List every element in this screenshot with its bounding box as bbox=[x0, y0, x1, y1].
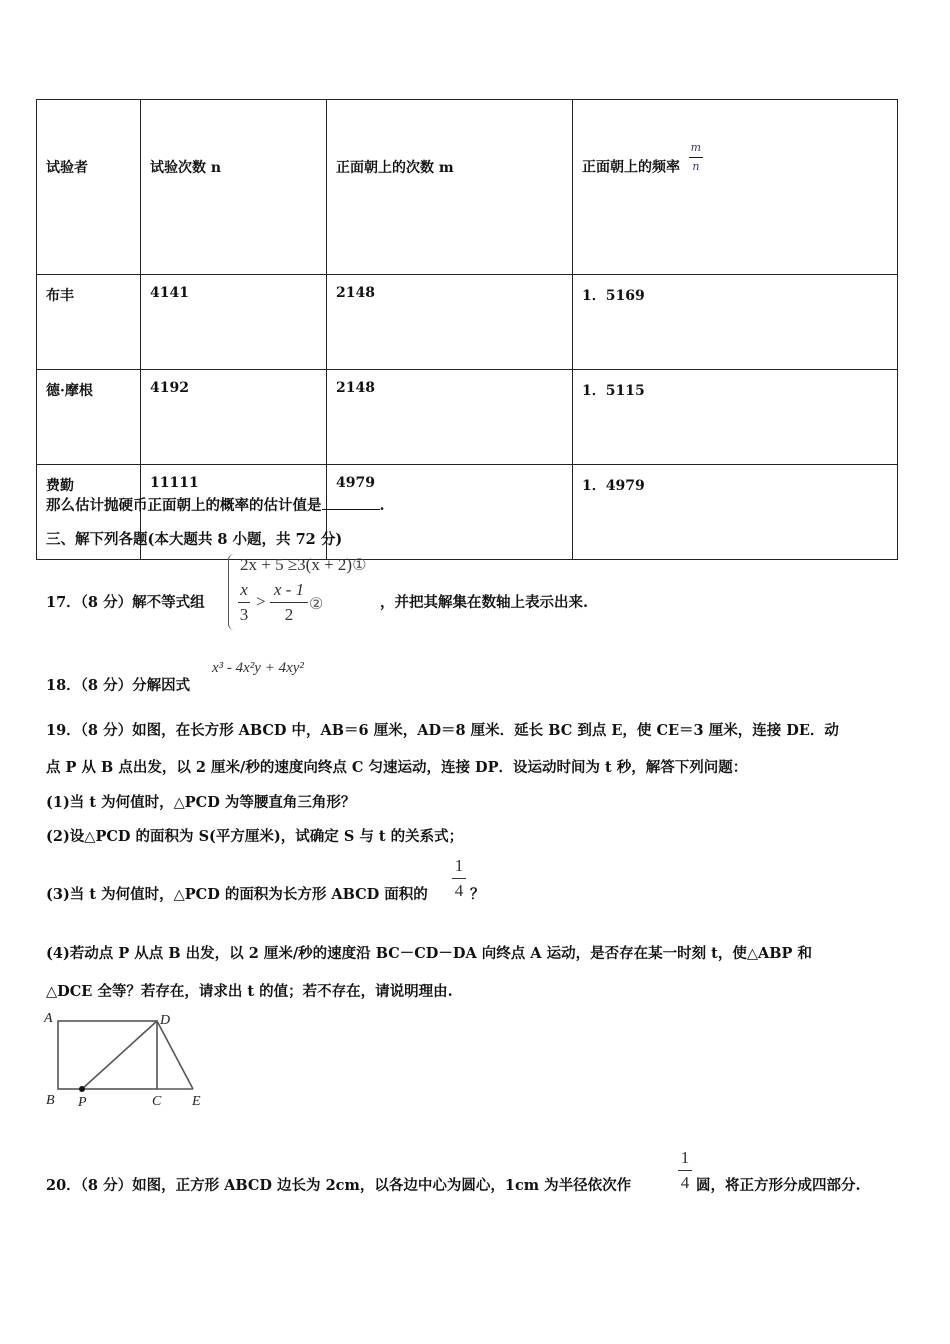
label-p: P bbox=[78, 1095, 87, 1110]
cell-freq: 1．4979 bbox=[573, 465, 898, 560]
label-c: C bbox=[152, 1094, 162, 1109]
header-trials-n: 试验次数 n bbox=[141, 100, 327, 275]
point-p-dot bbox=[79, 1086, 85, 1092]
q19-sub-4-line-2: △DCE 全等？若存在，请求出 t 的值；若不存在，请说明理由. bbox=[46, 983, 453, 1000]
system-brace bbox=[228, 554, 237, 630]
q18-expression: x³ - 4x²y + 4xy² bbox=[212, 660, 304, 676]
label-a: A bbox=[44, 1011, 53, 1026]
header-frequency-label: 正面朝上的频率 bbox=[582, 159, 680, 175]
q20-one-quarter-fraction: 1 4 bbox=[678, 1148, 692, 1193]
q19-sub-3-end: ？ bbox=[470, 886, 485, 903]
q17-suffix: ，并把其解集在数轴上表示出来. bbox=[380, 594, 589, 611]
header-frequency bbox=[573, 100, 898, 275]
label-d: D bbox=[160, 1013, 171, 1028]
q17-greater-than: > bbox=[256, 592, 266, 611]
segment-de bbox=[157, 1021, 193, 1089]
q20-text: 20．（8 分）如图，正方形 ABCD 边长为 2cm，以各边中心为圆心，1cm 为半径依次作 bbox=[46, 1177, 632, 1194]
rectangle-abcd bbox=[58, 1021, 157, 1089]
table-row bbox=[37, 275, 898, 370]
cell-name: 德·摩根 bbox=[37, 370, 141, 465]
q19-sub-3: (3)当 t 为何值时，△PCD 的面积为长方形 ABCD 面积的 bbox=[46, 886, 428, 903]
coin-toss-table bbox=[36, 99, 898, 560]
q19-line-2: 点 P 从 B 点出发，以 2 厘米/秒的速度向终点 C 匀速运动，连接 DP．设运动时间为 t 秒，解答下列问题： bbox=[46, 759, 748, 776]
answer-blank[interactable] bbox=[322, 495, 380, 510]
label-b: B bbox=[46, 1093, 55, 1108]
table-header-row bbox=[37, 100, 898, 275]
cell-name: 费勤 bbox=[37, 465, 141, 560]
table-row bbox=[37, 370, 898, 465]
section-3-title: 三、解下列各题(本大题共 8 小题，共 72 分) bbox=[46, 531, 343, 548]
cell-n: 4141 bbox=[141, 275, 327, 370]
q17-inequality-1: 2x + 5 ≥3(x + 2)① bbox=[240, 555, 367, 574]
cell-n: 11111 bbox=[141, 465, 327, 560]
q17-frac-x-minus-1-over-2: x - 1 2 bbox=[270, 580, 308, 625]
cell-m: 4979 bbox=[327, 465, 573, 560]
q17-prefix: 17．（8 分）解不等式组 bbox=[46, 594, 205, 611]
header-heads-m: 正面朝上的次数 m bbox=[327, 100, 573, 275]
m-over-n-fraction: $\frac{m}{n}$ bbox=[690, 140, 702, 173]
segment-pd bbox=[82, 1021, 157, 1089]
cell-m: 2148 bbox=[327, 370, 573, 465]
q19-sub-2: (2)设△PCD 的面积为 S(平方厘米)，试确定 S 与 t 的关系式； bbox=[46, 828, 464, 845]
q17-mark-2: ② bbox=[309, 594, 324, 613]
cell-m: 2148 bbox=[327, 275, 573, 370]
q17-frac-x-3: x 3 bbox=[239, 580, 249, 624]
q19-sub-1: (1)当 t 为何值时，△PCD 为等腰直角三角形？ bbox=[46, 794, 356, 811]
q19-sub-4-line-1: (4)若动点 P 从点 B 出发，以 2 厘米/秒的速度沿 BC－CD－DA 向终点 A 运动，是否存在某一时刻 t，使△ABP 和 bbox=[46, 945, 812, 962]
q18-prefix: 18．（8 分）分解因式 bbox=[46, 677, 191, 694]
cell-n: 4192 bbox=[141, 370, 327, 465]
label-e: E bbox=[192, 1094, 201, 1109]
cell-freq: 1．5115 bbox=[573, 370, 898, 465]
q16-question-tail: 那么估计抛硬币正面朝上的概率的估计值是 . bbox=[46, 497, 385, 514]
cell-freq: 1．5169 bbox=[573, 275, 898, 370]
q19-line-1: 19．（8 分）如图，在长方形 ABCD 中，AB＝6 厘米，AD＝8 厘米．延长 BC 到点 E，使 CE＝3 厘米，连接 DE．动 bbox=[46, 722, 839, 739]
cell-name: 布丰 bbox=[37, 275, 141, 370]
q19-one-quarter-fraction: 1 4 bbox=[452, 856, 466, 901]
q20-end: 圆，将正方形分成四部分. bbox=[696, 1177, 861, 1194]
header-experimenter: 试验者 bbox=[37, 100, 141, 275]
rectangle-abcd-figure bbox=[40, 1008, 220, 1113]
